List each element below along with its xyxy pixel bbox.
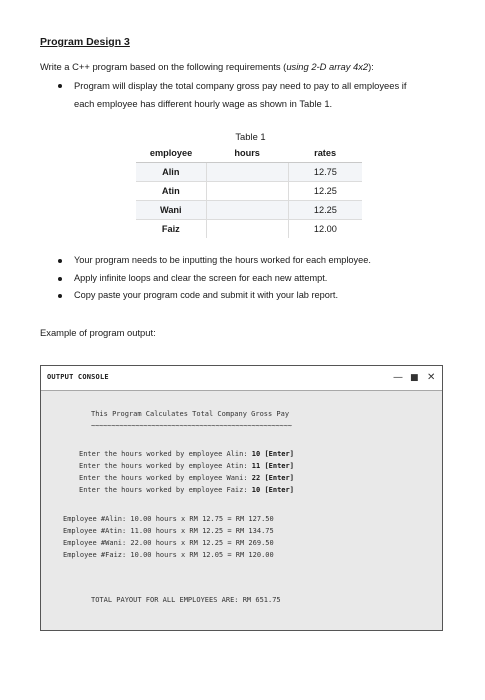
maximize-icon[interactable]: ■ [410, 373, 419, 383]
input-value: 10 [251, 450, 261, 458]
console-result-line: Employee #Alin: 10.00 hours x RM 12.75 = RM 127.50 [63, 515, 274, 523]
header-employee: employee [136, 144, 206, 163]
console-rule: ~~~~~~~~~~~~~~~~~~~~~~~~~~~~~~~~~~~~~~~~~~~~~~~~~~ [91, 422, 292, 430]
header-rates: rates [288, 144, 362, 163]
requirement-line-2: each employee has different hourly wage as shown in Table 1. [74, 98, 333, 109]
requirement-list [58, 77, 450, 113]
console-header [41, 366, 442, 391]
enter-key: [Enter] [264, 486, 294, 494]
input-prompt: Enter the hours worked by employee Atin: [79, 462, 252, 470]
console-result-line: Employee #Atin: 11.00 hours x RM 12.25 = RM 134.75 [63, 527, 274, 535]
table-row [136, 220, 362, 239]
hours-cell [206, 201, 288, 220]
instruction-item: Copy paste your program code and submit it with your lab report. [58, 287, 458, 305]
employee-cell: Wani [136, 201, 206, 220]
input-prompt: Enter the hours worked by employee Faiz: [79, 486, 252, 494]
table-row [136, 201, 362, 220]
example-label: Example of program output: [40, 327, 156, 338]
intro-suffix: ): [368, 61, 374, 72]
requirement-item [58, 77, 450, 113]
instruction-item: Your program needs to be inputting the hours worked for each employee. [58, 252, 458, 270]
instruction-item: Apply infinite loops and clear the screen for each new attempt. [58, 270, 458, 288]
console-output [41, 391, 442, 604]
console-total-line: TOTAL PAYOUT FOR ALL EMPLOYEES ARE: RM 651.75 [91, 596, 281, 604]
hours-cell [206, 182, 288, 201]
enter-key: [Enter] [264, 450, 294, 458]
employee-cell: Faiz [136, 220, 206, 239]
enter-key: [Enter] [264, 462, 294, 470]
rate-cell: 12.25 [288, 201, 362, 220]
employee-cell: Alin [136, 163, 206, 182]
rates-table [136, 144, 362, 238]
intro-prefix: Write a C++ program based on the following requirements ( [40, 61, 287, 72]
console-input-line [79, 462, 294, 470]
table-row [136, 182, 362, 201]
console-input-line [79, 474, 294, 482]
input-value: 11 [251, 462, 261, 470]
console-result-line: Employee #Wani: 22.00 hours x RM 12.25 = RM 269.50 [63, 539, 274, 547]
rate-cell: 12.00 [288, 220, 362, 239]
input-value: 22 [251, 474, 261, 482]
console-heading: This Program Calculates Total Company Gross Pay [91, 410, 290, 418]
close-icon[interactable]: ✕ [427, 372, 436, 383]
header-hours: hours [206, 144, 288, 163]
console-result-line: Employee #Faiz: 10.00 hours x RM 12.05 = RM 120.00 [63, 551, 274, 559]
table-caption: Table 1 [235, 131, 266, 142]
console-input-line [79, 486, 294, 494]
table-row [136, 163, 362, 182]
table-header-row [136, 144, 362, 163]
console-input-line [79, 450, 294, 458]
input-value: 10 [251, 486, 261, 494]
requirement-line-1: Program will display the total company gross pay need to pay to all employees if [74, 80, 407, 91]
console-title: OUTPUT CONSOLE [47, 373, 109, 381]
intro-emphasis: using 2-D array 4x2 [286, 61, 369, 72]
rate-cell: 12.25 [288, 182, 362, 201]
hours-cell [206, 220, 288, 239]
hours-cell [206, 163, 288, 182]
document-title: Program Design 3 [40, 36, 130, 48]
minimize-icon[interactable]: — [393, 372, 403, 383]
output-console [40, 365, 443, 631]
rate-cell: 12.75 [288, 163, 362, 182]
input-prompt: Enter the hours worked by employee Alin: [79, 450, 252, 458]
instruction-list [58, 252, 458, 305]
enter-key: [Enter] [264, 474, 294, 482]
input-prompt: Enter the hours worked by employee Wani: [79, 474, 252, 482]
intro-paragraph [40, 60, 460, 73]
employee-cell: Atin [136, 182, 206, 201]
